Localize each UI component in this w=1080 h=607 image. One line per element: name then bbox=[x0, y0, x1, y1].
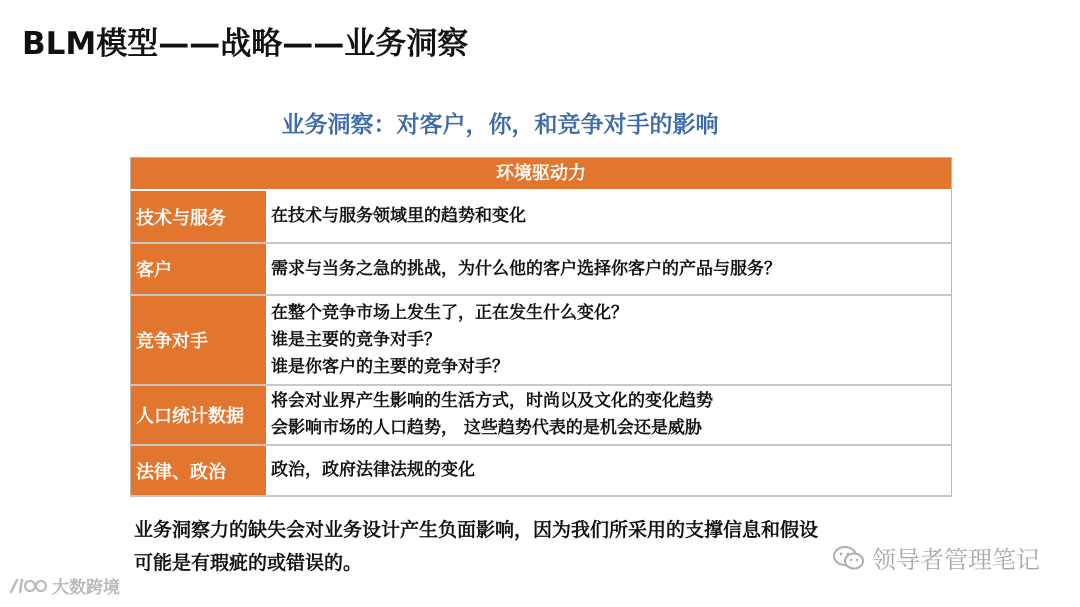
watermark-right bbox=[832, 540, 1040, 575]
table-row bbox=[131, 386, 951, 446]
row-label: 法律、政治 bbox=[131, 446, 268, 495]
row-line: 谁是你客户的主要的竞争对手？ bbox=[271, 356, 509, 377]
table-row bbox=[131, 191, 951, 244]
footer-note bbox=[134, 514, 818, 580]
row-label: 竞争对手 bbox=[131, 296, 268, 384]
row-content bbox=[268, 296, 951, 384]
row-line: 需求与当务之急的挑战，为什么他的客户选择你客户的产品与服务？ bbox=[271, 258, 781, 279]
table-row bbox=[131, 446, 951, 497]
row-content bbox=[268, 244, 951, 294]
subtitle: 业务洞察：对客户，你，和竞争对手的影响 bbox=[281, 112, 719, 138]
row-line: 会影响市场的人口趋势， 这些趋势代表的是机会还是威胁 bbox=[271, 418, 702, 438]
row-content bbox=[268, 446, 951, 495]
row-line: 在技术与服务领域里的趋势和变化 bbox=[271, 206, 526, 226]
watermark-left bbox=[8, 573, 120, 598]
row-content bbox=[268, 386, 951, 444]
table-header: 环境驱动力 bbox=[131, 158, 951, 191]
environment-drivers-table bbox=[130, 157, 952, 497]
row-content bbox=[268, 191, 951, 242]
dashu-logo-icon bbox=[8, 577, 48, 595]
wechat-icon bbox=[832, 545, 866, 571]
page-title: BLM模型——战略——业务洞察 bbox=[22, 26, 469, 62]
footer-line-1: 业务洞察力的缺失会对业务设计产生负面影响，因为我们所采用的支撑信息和假设 bbox=[134, 519, 819, 541]
row-line: 在整个竞争市场上发生了，正在发生什么变化？ bbox=[271, 302, 628, 323]
watermark-left-text: 大数跨境 bbox=[52, 578, 120, 598]
footer-line-2: 可能是有瑕疵的或错误的。 bbox=[134, 552, 363, 574]
watermark-right-text: 领导者管理笔记 bbox=[872, 546, 1040, 574]
table-row bbox=[131, 244, 951, 296]
row-label: 人口统计数据 bbox=[131, 386, 268, 444]
row-line: 政治，政府法律法规的变化 bbox=[271, 460, 475, 480]
row-line: 谁是主要的竞争对手？ bbox=[271, 329, 441, 350]
table-row bbox=[131, 296, 951, 386]
row-line: 将会对业界产生影响的生活方式，时尚以及文化的变化趋势 bbox=[271, 391, 713, 411]
row-label: 技术与服务 bbox=[131, 191, 268, 242]
row-label: 客户 bbox=[131, 244, 268, 294]
